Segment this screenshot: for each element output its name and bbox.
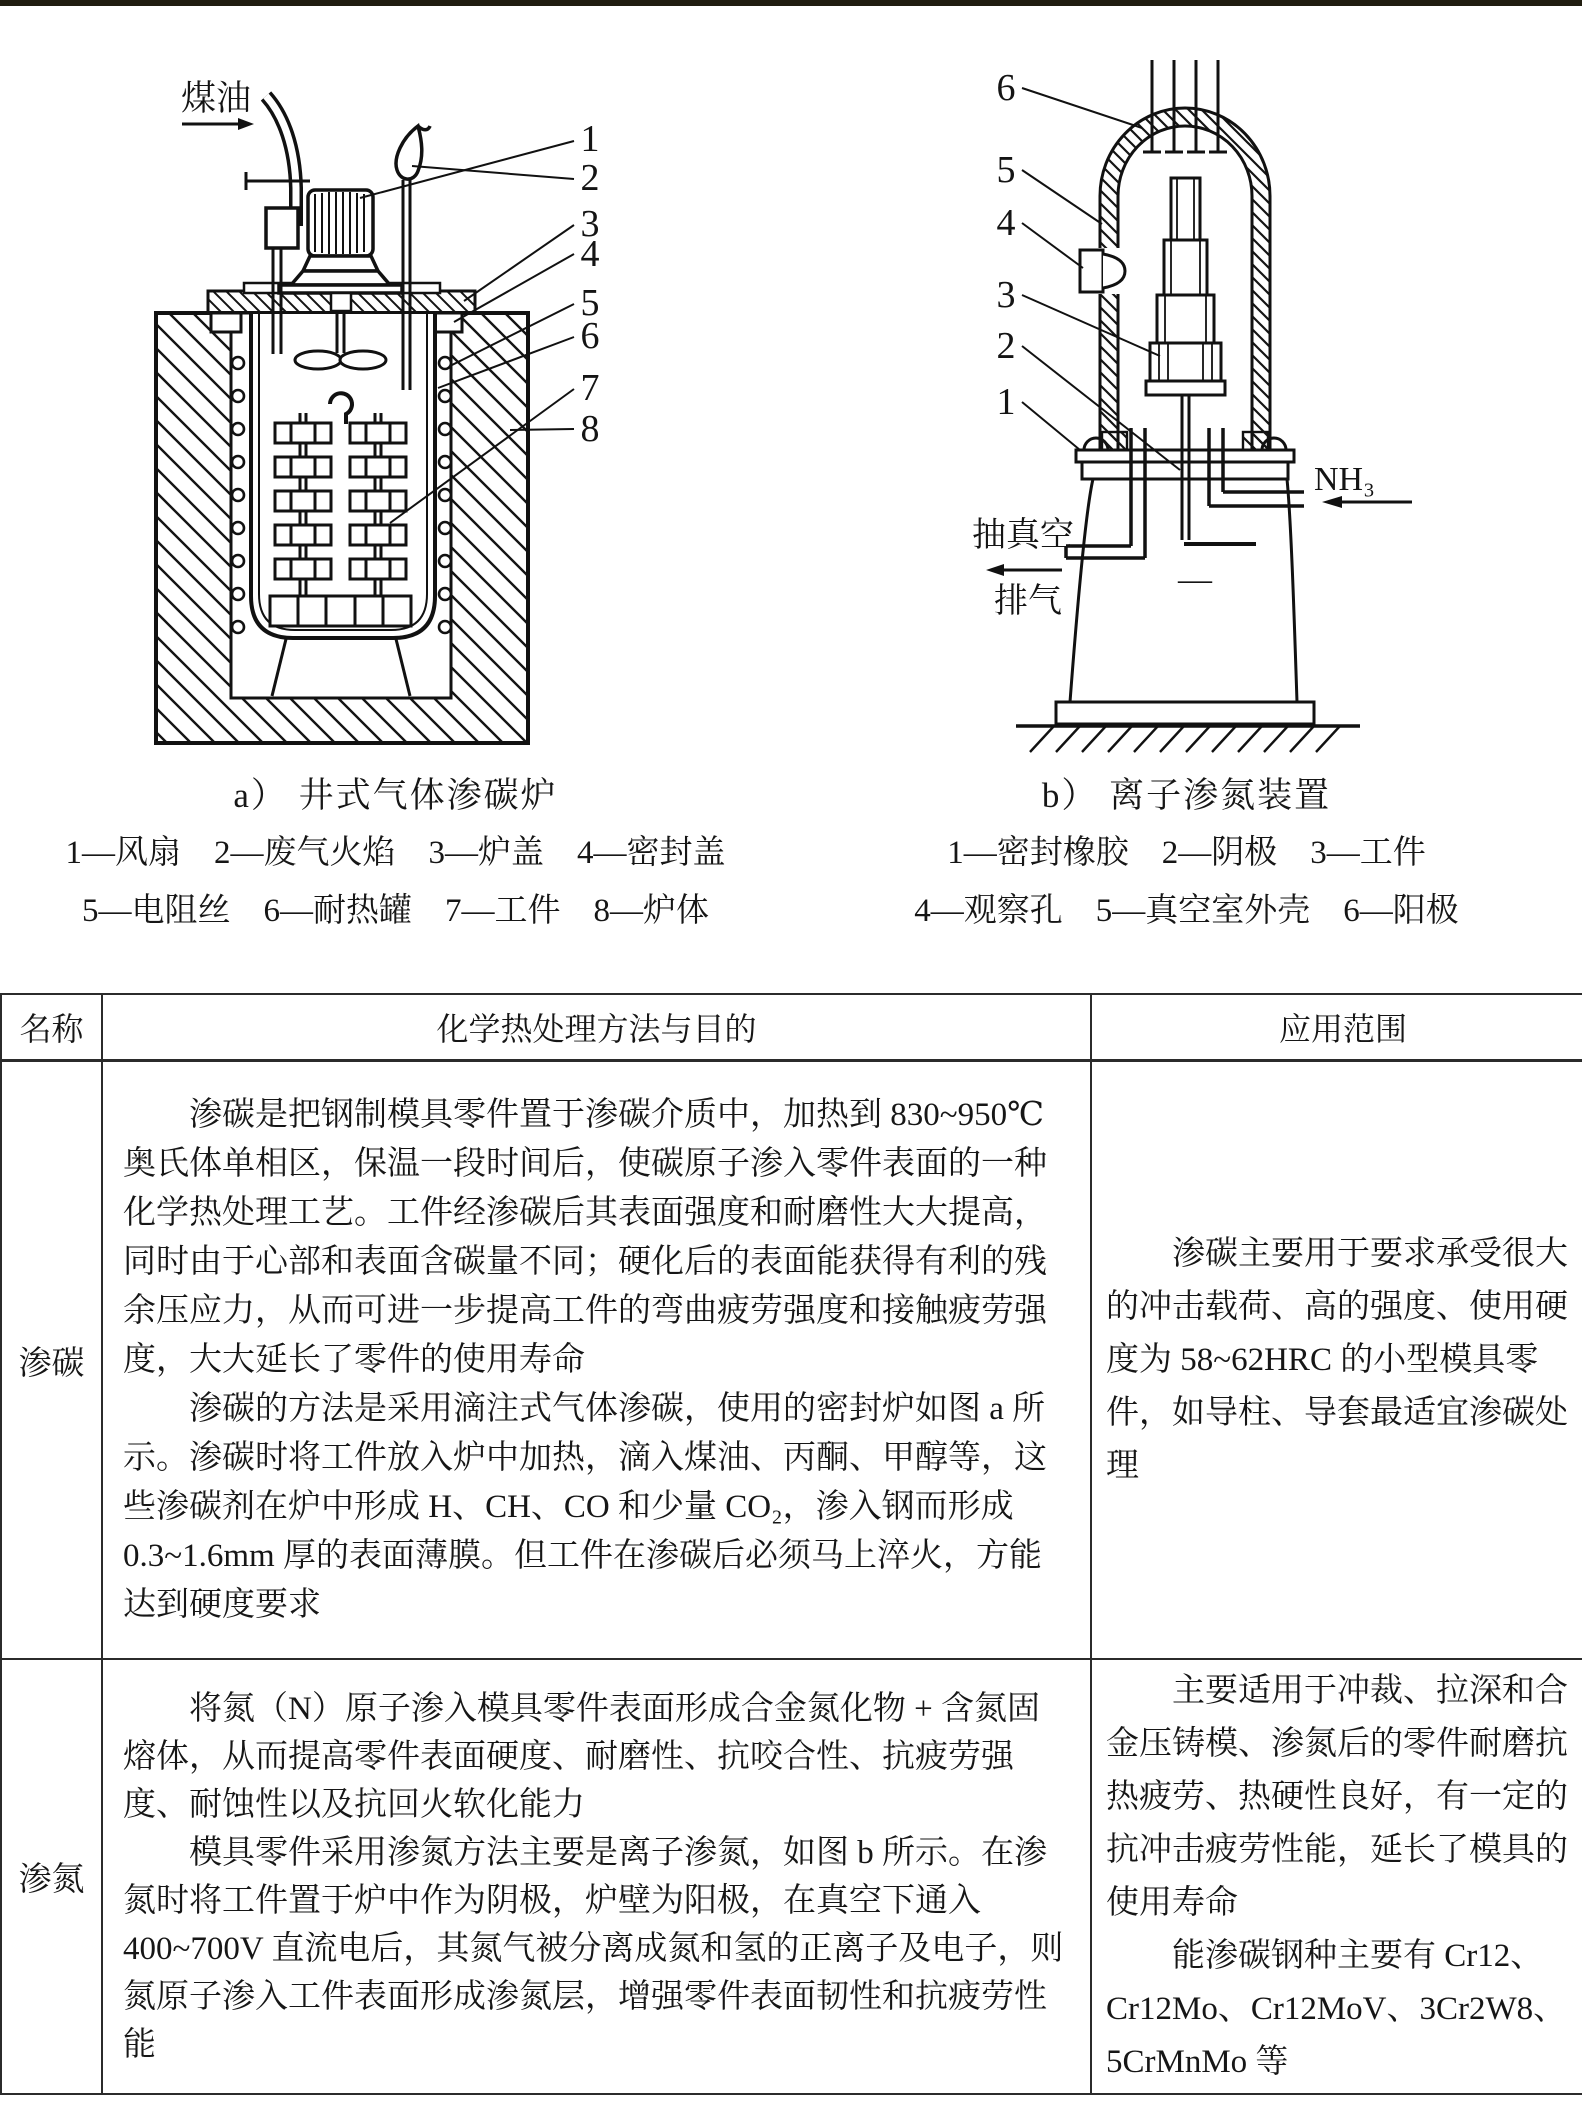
polarity-label: — (1178, 561, 1212, 598)
part-number: 2 (580, 157, 600, 199)
figure-a-caption: a） 井式气体渗碳炉 (233, 776, 558, 815)
part-number: 8 (580, 408, 600, 450)
ground-hatch (1030, 726, 1340, 752)
application-paragraph: 渗碳主要用于要求承受很大的冲击载荷、高的强度、使用硬度为 58~62HRC 的小型模具零件，如导柱、导套最适宜渗碳处理 (1106, 1235, 1568, 1484)
part-number: 3 (580, 203, 600, 245)
workpiece-stack (1146, 178, 1256, 544)
application-paragraph: 能渗碳钢种主要有 Cr12、Cr12Mo、Cr12MoV、3Cr2W8、5CrMnMo 等 (1106, 1937, 1567, 2080)
figures-area (0, 0, 1582, 993)
exhaust-label: 排气 (994, 583, 1062, 620)
part-number: 2 (996, 325, 1016, 367)
method-cell-carburizing (102, 1061, 1091, 1660)
heat-treatment-table (0, 993, 1582, 2095)
header-method: 化学热处理方法与目的 (102, 994, 1091, 1061)
figure-b-diagram (950, 55, 1430, 760)
part-number: 1 (580, 118, 600, 160)
part-number: 4 (996, 202, 1016, 244)
figure-b-part-numbers (997, 67, 1016, 423)
figure-a-legend-line1: 1—风扇 2—废气火焰 3—炉盖 4—密封盖 (65, 835, 726, 871)
header-name: 名称 (1, 994, 102, 1061)
vacuum-arrow-icon (986, 564, 1004, 576)
figure-a-diagram (138, 58, 608, 758)
part-number: 1 (996, 381, 1016, 423)
nh3-label: NH₃ (1314, 461, 1375, 498)
anode-pins (1143, 60, 1227, 152)
row-name-carburizing: 渗碳 (1, 1061, 102, 1660)
part-number: 6 (996, 67, 1016, 109)
row-name-nitriding: 渗氮 (1, 1659, 102, 2094)
observation-port (1080, 248, 1125, 294)
vacuum-labels (972, 516, 1213, 620)
application-cell-carburizing (1091, 1061, 1582, 1660)
figure-b-legend-line2: 4—观察孔 5—真空室外壳 6—阳极 (914, 893, 1459, 929)
table-row-carburizing (1, 1061, 1582, 1660)
figure-a-legend-line2: 5—电阻丝 6—耐热罐 7—工件 8—炉体 (82, 893, 709, 929)
method-paragraph: 渗碳的方法是采用滴注式气体渗碳，使用的密封炉如图 a 所示。渗碳时将工件放入炉中加热，滴入煤油、丙酮、甲醇等，这些渗碳剂在炉中形成 H、CH、CO 和少量 CO₂，渗入钢而形成 0.3~1.6mm 厚的表面薄膜。但工件在渗碳后必须马上淬火，方能达到硬度要求 (123, 1390, 1047, 1623)
application-cell-nitriding (1091, 1659, 1582, 2094)
vacuum-label: 抽真空 (972, 517, 1074, 554)
part-number: 5 (996, 149, 1016, 191)
method-paragraph: 将氮（N）原子渗入模具零件表面形成合金氮化物 + 含氮固熔体，从而提高零件表面硬度、耐磨性、抗咬合性、抗疲劳强度、耐蚀性以及抗回火软化能力 (123, 1690, 1040, 1823)
part-number: 5 (580, 282, 600, 324)
part-number: 3 (996, 274, 1016, 316)
method-cell-nitriding (102, 1659, 1091, 2094)
table-row-nitriding (1, 1659, 1582, 2094)
figure-b-caption: b） 离子渗氮装置 (1041, 776, 1332, 815)
table-header-row (1, 994, 1582, 1061)
header-application: 应用范围 (1091, 994, 1582, 1061)
figure-a-part-numbers (581, 118, 600, 450)
kerosene-inlet (181, 79, 254, 130)
part-number: 6 (580, 315, 600, 357)
figure-b-legend-line1: 1—密封橡胶 2—阴极 3—工件 (947, 835, 1426, 871)
application-paragraph: 主要适用于冲裁、拉深和合金压铸模、渗氮后的零件耐磨抗热疲劳、热硬性良好，有一定的抗冲击疲劳性能，延长了模具的使用寿命 (1106, 1672, 1568, 1921)
part-number: 4 (580, 233, 600, 275)
kerosene-arrow-icon (238, 118, 254, 130)
method-paragraph: 模具零件采用渗氮方法主要是离子渗氮，如图 b 所示。在渗氮时将工件置于炉中作为阴极，炉壁为阳极，在真空下通入 400~700V 直流电后，其氮气被分离成氮和氢的正离子及电子，则氮原子渗入工件表面形成渗氮层，增强零件表面韧性和抗疲劳性能 (123, 1834, 1064, 2063)
part-number: 7 (580, 367, 600, 409)
kerosene-label: 煤油 (181, 79, 252, 118)
method-paragraph: 渗碳是把钢制模具零件置于渗碳介质中，加热到 830~950℃ 奥氏体单相区，保温一段时间后，使碳原子渗入零件表面的一种化学热处理工艺。工件经渗碳后其表面强度和耐磨性大大提高，同时由于心部和表面含碳量不同；硬化后的表面能获得有利的残余压应力，从而可进一步提高工件的弯曲疲劳强度和接触疲劳强度，大大延长了零件的使用寿命 (123, 1096, 1047, 1378)
